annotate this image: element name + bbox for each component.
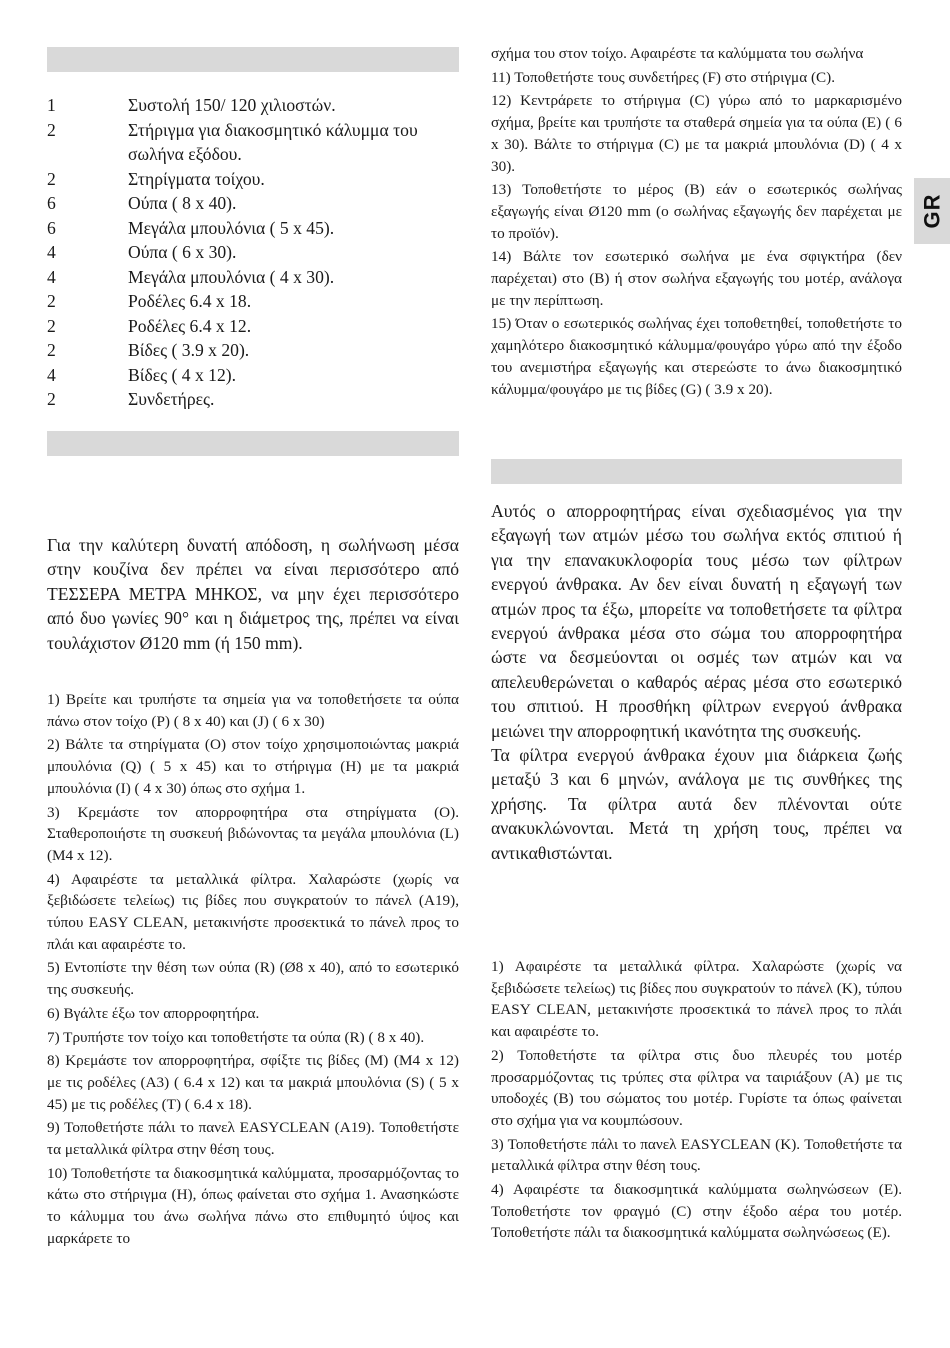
installation-step: 7) Τρυπήστε τον τοίχο και τοποθετήστε τα ούπα (R) ( 8 x 40).	[47, 1028, 425, 1046]
installation-step: 14) Βάλτε τον εσωτερικό σωλήνα με ένα σφιγκτήρα (δεν παρέχεται) στο (B) ή στον σωλήνα εξαγωγής του μοτέρ, ανάλογα με την περίπτωση.	[491, 248, 902, 309]
filter-step: 1) Αφαιρέστε τα μεταλλικά φίλτρα. Χαλαρώστε (χωρίς να ξεβιδώσετε τελείως) τις βίδες που συγκρατούν το πάνελ (K), τύπου EASY CLEAN, μετακινήστε προσεκτικά το πάνελ προς το πλάι και αφαιρέστε το.	[491, 958, 902, 1041]
part-description: Ούπα ( 6 x 30).	[128, 242, 237, 262]
parts-list-item	[47, 93, 459, 118]
part-quantity: 6	[47, 217, 56, 238]
ducting-intro: Για την καλύτερη δυνατή απόδοση, η σωλήνωση μέσα στην κουζίνα δεν πρέπει να είναι περισσότερο από ΤΕΣΣΕΡΑ ΜΕΤΡΑ ΜΗΚΟΣ, να μην έχει περισσότερο από δυο γωνίες 90° και η διάμετρος της, πρέπει να είναι τουλάχιστον Ø120 mm (ή 150 mm).	[47, 535, 459, 653]
installation-step: 11) Τοποθετήστε τους συνδετήρες (F) στο στήριγμα (C).	[491, 68, 835, 86]
installation-step: 1) Βρείτε και τρυπήστε τα σημεία για να τοποθετήσετε τα ούπα πάνω στον τοίχο (P) ( 8 x 40) και (J) ( 6 x 30)	[47, 691, 459, 730]
parts-list-item	[47, 387, 459, 412]
installation-step: 3) Κρεμάστε τον απορροφητήρα στα στηρίγματα (O). Σταθεροποιήστε τη συσκευή βιδώνοντας τα μεγάλα μπουλόνια (L) (M4 x 12).	[47, 803, 459, 864]
section-header-bar-parts	[47, 47, 459, 72]
installation-steps-left	[47, 689, 459, 1252]
part-quantity: 2	[47, 291, 56, 311]
part-description: Συστολή 150/ 120 χιλιοστών.	[128, 95, 336, 115]
parts-list-item	[47, 240, 459, 265]
installation-step: 2) Βάλτε τα στηρίγματα (O) στον τοίχο χρησιμοποιώντας μακριά μπουλόνια (Q) ( 5 x 45) και το στήριγμα (H) με τα μακριά μπουλόνια (I) ( 4 x 30) όπως στο σχήμα 1.	[47, 736, 459, 797]
part-description: Μεγάλα μπουλόνια ( 4 x 30).	[128, 266, 335, 287]
part-description: Ροδέλες 6.4 x 18.	[128, 291, 252, 311]
part-description: Βίδες ( 4 x 12).	[128, 364, 237, 385]
part-description: Ροδέλες 6.4 x 12.	[128, 315, 252, 336]
installation-step: 6) Βγάλτε έξω τον απορροφητήρα.	[47, 1004, 260, 1022]
filter-step: 3) Τοποθετήστε πάλι το πανελ EASYCLEAN (K). Τοποθετήστε τα μεταλλικά φίλτρα στην θέση τους.	[491, 1135, 902, 1175]
installation-step: 10) Τοποθετήστε τα διακοσμητικά καλύμματα, προσαρμόζοντας το κάτω στο στήριγμα (H), όπως φαίνεται στο σχήμα 1. Ανασηκώστε το κάλυμμα του άνω σωλήνα πάνω στο επιθυμητό ύψος και μαρκάρετε το	[47, 1164, 459, 1247]
part-description: Ούπα ( 8 x 40).	[128, 193, 237, 213]
installation-step: 15) Όταν ο εσωτερικός σωλήνας έχει τοποθετηθεί, τοποθετήστε το χαμηλότερο διακοσμητικό κάλυμμα/φουγάρο γύρω από την έξοδο του ανεμιστήρα εξαγωγής και στερεώστε το άνω διακοσμητικό κάλυμμα/φουγάρο με τις βίδες (G) ( 3.9 x 20).	[491, 315, 902, 398]
parts-list-item	[47, 118, 459, 167]
installation-step: 12) Κεντράρετε το στήριγμα (C) γύρω από το μαρκαρισμένο σχήμα, βρείτε και τρυπήστε τα σταθερά σημεία για τα ούπα (E) ( 6 x 30). Βάλτε το στήριγμα (C) με τα μακριά μπουλόνια (D) ( 4 x 30).	[491, 92, 902, 175]
parts-list-item	[47, 265, 459, 290]
language-tab-label: GR	[919, 193, 944, 229]
installation-step: 13) Τοποθετήστε το μέρος (B) εάν ο εσωτερικός σωλήνας εξαγωγής είναι Ø120 mm (ο σωλήνας εξαγωγής δεν παρέχεται με το προϊόν).	[491, 181, 902, 242]
installation-steps-right	[491, 43, 902, 402]
installation-step: 4) Αφαιρέστε τα μεταλλικά φίλτρα. Χαλαρώστε (χωρίς να ξεβιδώσετε τελείως) τις βίδες που συγκρατούν το πάνελ (A19), τύπου EASY CLEAN, μετακινήστε προσεκτικά το πάνελ προς το πλάι και αφαιρέστε το.	[47, 870, 459, 953]
part-description: Στήριγμα για διακοσμητικό κάλυμμα του σωλήνα εξόδου.	[128, 119, 418, 164]
section-header-bar-installation	[47, 431, 459, 456]
parts-list-item	[47, 289, 459, 314]
parts-list-item	[47, 314, 459, 339]
filter-steps	[491, 956, 902, 1246]
part-quantity: 4	[47, 364, 56, 385]
part-quantity: 2	[47, 315, 56, 336]
installation-step: 9) Τοποθετήστε πάλι το πανελ EASYCLEAN (A19). Τοποθετήστε τα μεταλλικά φίλτρα στην θέση τους.	[47, 1119, 459, 1159]
filter-step: 4) Αφαιρέστε τα διακοσμητικά καλύμματα σωληνώσεων (E). Τοποθετήστε τον φραγμό (C) στην έξοδο αέρα του μοτέρ. Τοποθετήστε πάλι τα διακοσμητικά καλύμματα σωληνώσεως (E).	[491, 1181, 902, 1242]
recirculation-paragraph: Αυτός ο απορροφητήρας είναι σχεδιασμένος για την εξαγωγή των ατμών μέσω του σωλήνα εκτός σπιτιού ή για την επανακυκλοφορία τους μέσω των φίλτρων ενεργού άνθρακα. Αν δεν είναι δυνατή η εξαγωγή των ατμών προς τα έξω, μπορείτε να τοποθετήσετε τα φίλτρα ενεργού άνθρακα μέσα στο σώμα του απορροφητήρα ώστε να δεσμεύονται οι οσμές των ατμών και να απελευθερώνεται ο καθαρός αέρας μέσα στο εσωτερικό του σπιτιού. Η προσθήκη φίλτρων ενεργού άνθρακα μειώνει την απορροφητική ικανότητα της συσκευής.	[491, 501, 902, 741]
installation-step: 5) Εντοπίστε την θέση των ούπα (R) (Ø8 x 40), από το εσωτερικό της συσκευής.	[47, 959, 459, 999]
recirculation-paragraph: Τα φίλτρα ενεργού άνθρακα έχουν μια διάρκεια ζωής μεταξύ 3 και 6 μηνών, ανάλογα με τις συνθήκες της χρήσης. Τα φίλτρα αυτά δεν πλένονται ούτε ανακυκλώνονται. Μετά τη χρήση τους, πρέπει να αντικαθιστώνται.	[491, 745, 902, 863]
part-quantity: 2	[47, 168, 56, 189]
part-quantity: 2	[47, 119, 56, 140]
part-description: Βίδες ( 3.9 x 20).	[128, 340, 250, 360]
installation-step: σχήμα του στον τοίχο. Αφαιρέστε τα καλύμματα του σωλήνα	[491, 45, 864, 62]
parts-list-item	[47, 167, 459, 192]
part-description: Συνδετήρες.	[128, 389, 215, 409]
language-tab	[914, 178, 950, 244]
installation-step: 8) Κρεμάστε τον απορροφητήρα, σφίξτε τις βίδες (M) (M4 x 12) με τις ροδέλες (A3) ( 6.4 x 12) και τα μακριά μπουλόνια (S) ( 5 x 45) με τις ροδέλες (T) ( 6.4 x 18).	[47, 1052, 459, 1113]
recirculation-intro	[491, 499, 902, 865]
part-quantity: 4	[47, 242, 56, 262]
parts-list-item	[47, 191, 459, 216]
part-description: Στηρίγματα τοίχου.	[128, 168, 265, 189]
part-quantity: 2	[47, 389, 56, 409]
part-quantity: 6	[47, 193, 56, 213]
parts-list-item	[47, 338, 459, 363]
part-quantity: 1	[47, 95, 56, 115]
part-quantity: 2	[47, 340, 56, 360]
part-quantity: 4	[47, 266, 56, 287]
filter-step: 2) Τοποθετήστε τα φίλτρα στις δυο πλευρές του μοτέρ προσαρμόζοντας τις τρύπες στα φίλτρα να ταιριάξουν (A) με τις υποδοχές (B) του σώματος του μοτέρ. Γυρίστε τα όπως φαίνεται στο σχήμα για να κουμπώσουν.	[491, 1046, 902, 1129]
parts-list-item	[47, 216, 459, 241]
section-header-bar-recirculation	[491, 459, 902, 484]
part-description: Μεγάλα μπουλόνια ( 5 x 45).	[128, 217, 335, 238]
parts-list	[47, 93, 459, 412]
parts-list-item	[47, 363, 459, 388]
